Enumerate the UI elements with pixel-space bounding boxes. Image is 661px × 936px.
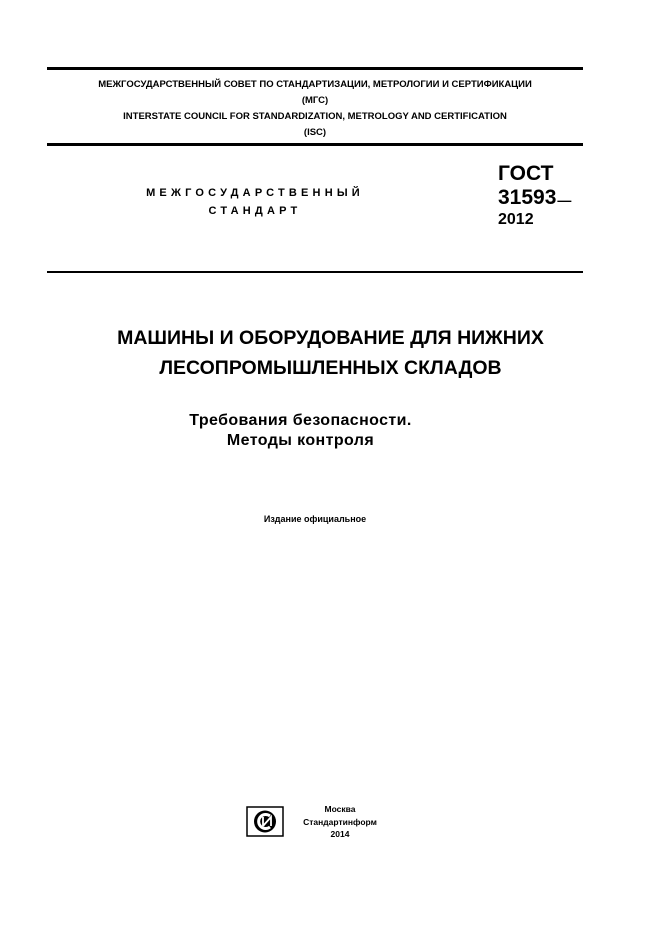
- publisher-block: [296, 803, 384, 841]
- title-line1: МАШИНЫ И ОБОРУДОВАНИЕ ДЛЯ НИЖНИХ: [117, 327, 544, 349]
- document-title: [0, 323, 661, 383]
- top-rule: [47, 67, 583, 70]
- publisher-city: Москва: [324, 804, 356, 814]
- council-header: [47, 77, 583, 141]
- standard-label-line2: СТАНДАРТ: [208, 205, 302, 217]
- gost-designation: [498, 162, 571, 230]
- standartinform-logo-icon: [246, 806, 284, 837]
- council-rule: [47, 143, 583, 146]
- standard-label-line1: МЕЖГОСУДАРСТВЕННЫЙ: [146, 187, 364, 199]
- designation-rule: [47, 271, 583, 273]
- council-abbr-en: (ISC): [303, 127, 327, 138]
- gost-dash: —: [557, 192, 572, 208]
- gost-year: 2012: [498, 211, 534, 228]
- council-abbr-ru: (МГС): [301, 95, 329, 106]
- gost-number-row: [498, 186, 571, 210]
- standard-label: [110, 184, 400, 220]
- edition-note: Издание официальное: [263, 514, 367, 524]
- publisher-year: 2014: [330, 829, 350, 839]
- gost-prefix: ГОСТ: [498, 162, 554, 185]
- council-name-en: INTERSTATE COUNCIL FOR STANDARDIZATION, METROLOGY AND CERTIFICATION: [123, 111, 507, 122]
- publisher-name: Стандартинформ: [303, 816, 377, 827]
- council-name-ru: МЕЖГОСУДАРСТВЕННЫЙ СОВЕТ ПО СТАНДАРТИЗАЦИИ, МЕТРОЛОГИИ И СЕРТИФИКАЦИИ: [98, 79, 532, 90]
- title-line2: ЛЕСОПРОМЫШЛЕННЫХ СКЛАДОВ: [159, 357, 502, 379]
- subtitle-line2: Методы контроля: [226, 432, 375, 449]
- document-subtitle: [0, 411, 631, 451]
- gost-number: 31593: [498, 186, 557, 209]
- subtitle-line1: Требования безопасности.: [189, 412, 412, 429]
